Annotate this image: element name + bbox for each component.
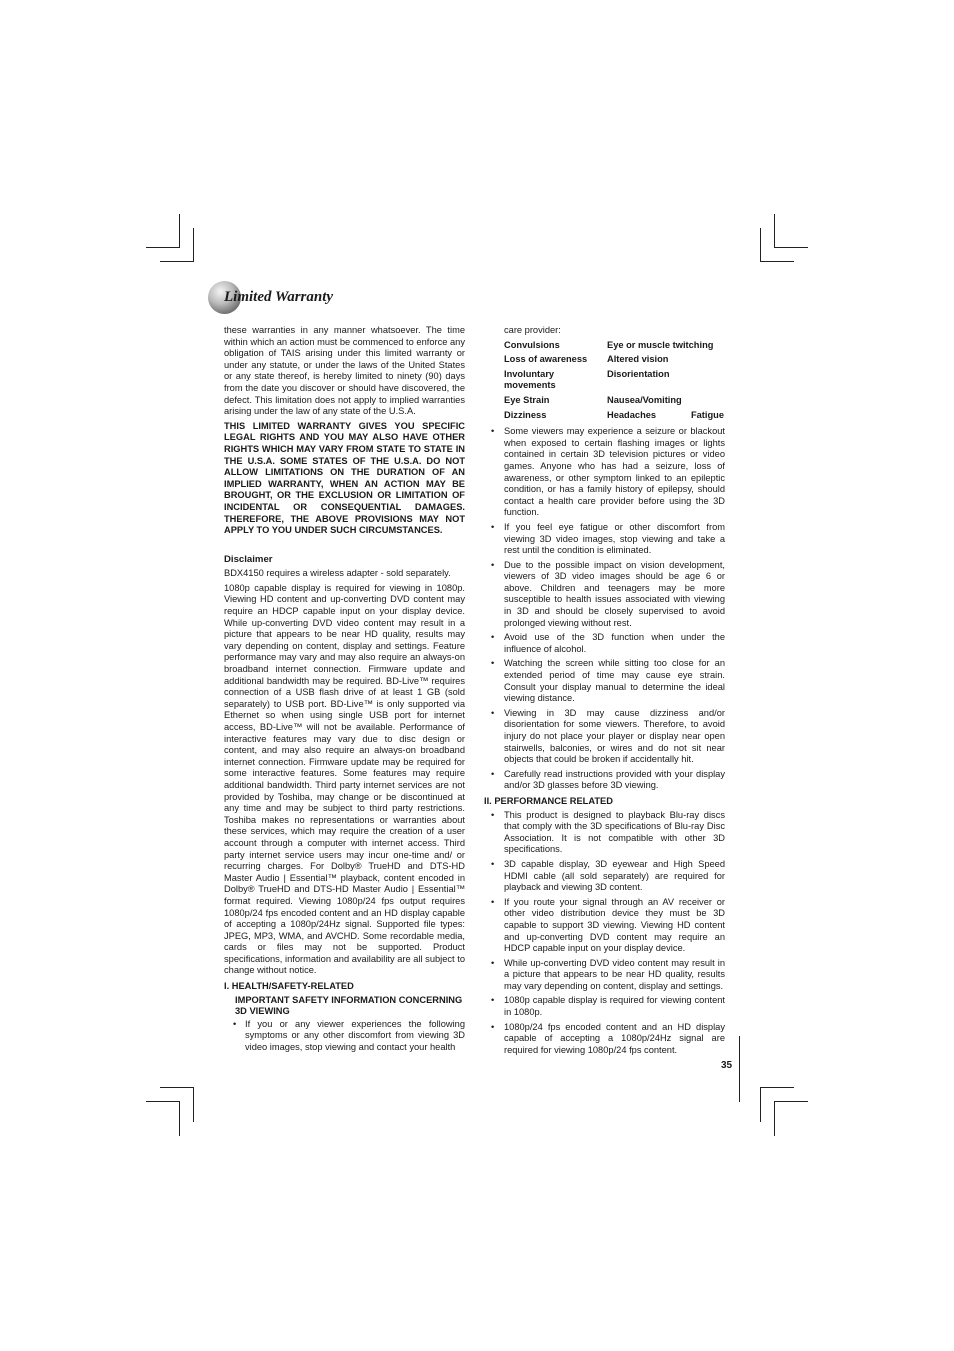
crop-mark [774,1102,775,1136]
symptom: Dizziness [504,409,547,420]
symptom: Fatigue [690,409,724,420]
list-item: • 1080p capable display is required for viewing content in 1080p. [491,995,725,1018]
crop-mark [760,1087,794,1088]
crop-mark [760,261,794,262]
subsection-3d-safety-heading: IMPORTANT SAFETY INFORMATION CONCERNING 3D VIEWING [235,994,463,1017]
list-item: • If you or any viewer experiences the following symptoms or any other discomfort from viewing 3D video images, stop viewing and contact your health [233,1018,465,1053]
list-item: • Avoid use of the 3D function when under the influence of alcohol. [491,632,725,654]
symptom: Eye or muscle twitching [607,339,714,350]
performance-bullet-list [484,810,725,1057]
crop-mark [179,214,180,248]
crop-mark [146,247,180,248]
list-item: • If you feel eye fatigue or other discomfort from viewing 3D video images, stop viewing and take a rest until the condition is eliminated. [491,521,725,556]
symptom: Loss of awareness [504,354,588,365]
left-column [224,325,465,1057]
warranty-rights-paragraph: THIS LIMITED WARRANTY GIVES YOU SPECIFIC LEGAL RIGHTS AND YOU MAY ALSO HAVE OTHER RIGHTS WHICH MAY VARY FROM STATE TO STATE IN THE U.S.A. SOME STATES OF THE U.S.A. DO NOT ALLOW LIMITATIONS ON THE DURATION OF AN IMPLIED WARRANTY, WHEN AN ACTION MAY BE BROUGHT, OR THE EXCLUSION OR LIMITATION OF INCIDENTAL OR CONSEQUENTIAL DAMAGES. THEREFORE, THE ABOVE PROVISIONS MAY NOT APPLY TO YOU UNDER SUCH CIRCUMSTANCES. [224,420,465,536]
crop-mark [179,1102,180,1136]
crop-mark [760,228,761,262]
safety-bullet-list [484,426,725,792]
crop-mark [160,261,194,262]
list-item: • Due to the possible impact on vision development, viewers of 3D video images should be age 6 or above. Children and teenagers may be more susceptible to health issues associated with viewing in 3D and should be closely supervised to avoid prolonged viewing without rest. [491,559,725,628]
crop-mark [160,1087,194,1088]
care-provider-text: care provider: [504,325,561,335]
symptom-table [504,340,725,422]
section-performance-heading: II. PERFORMANCE RELATED [484,795,613,806]
list-item: • Viewing in 3D may cause dizziness and/or disorientation for some viewers. Therefore, to avoid injury do not place your player or display near open stairwells, balconies, or wires and do not sit near objects that could be broken if accidentally hit. [491,707,725,765]
bullet-glyph: • [233,1018,237,1029]
symptom: Eye Strain [504,394,550,405]
disclaimer-line: BDX4150 requires a wireless adapter - sold separately. [224,568,451,579]
page-title: Limited Warranty [224,289,334,305]
list-item: • If you route your signal through an AV receiver or other video distribution device they must be 3D capable to support 3D viewing. Viewing HD content and up-converting DVD content may require an HDCP capable input on your display device. [491,896,725,954]
symptom: Convulsions [504,339,560,350]
disclaimer-paragraph: 1080p capable display is required for viewing in 1080p. Viewing HD content and up-converting DVD content may require an HDCP capable input on your display device. While up-converting DVD video content may result in a picture that appears to be near HD quality, results may vary depending on content, display and settings. Feature performance may vary and may also require an always-on broadband internet connection. Firmware update and additional bandwidth may be required. BD-Live™ requires connection of a USB flash drive of at least 1 GB (sold separately) to USB port. BD-Live™ is only supported via Ethernet so when using single USB port for internet access, BD-Live™ will not be available. Performance of interactive features may vary due to disc design or content, and may also require an always-on broadband internet connection. Firmware update may be required for some interactive features. Some features may require additional bandwidth. Third party internet services are not provided by Toshiba, may change or be discontinued at any time and may be subject to third party restrictions. Toshiba makes no representations or warranties about these services, which may require the creation of a user account through a computer with internet access. Third party internet service users may incur one-time and/ or recurring charges. For Dolby® TrueHD and DTS-HD Master Audio | Essential™ playback, content encoded in Dolby® TrueHD and DTS-HD Master Audio | Essential™ format required. Viewing 1080p/24 fps output requires 1080p/24 fps encoded content and an HD display capable of accepting a 1080p/24Hz signal. Supported file types: JPEG, MP3, WMA, and AVCHD. Some recordable media, cards or files may not be supported. Product specifications, information and availability are all subject to change without notice. [224,582,465,976]
list-item: • 1080p/24 fps encoded content and an HD display capable of accepting a 1080p/24Hz signal are required for viewing 1080p/24 fps content. [491,1021,725,1055]
health-bullet-list [224,1019,465,1054]
list-item: • Carefully read instructions provided with your display and/or 3D glasses before 3D viewing. [491,768,725,791]
disclaimer-heading: Disclaimer [224,553,273,565]
crop-mark [760,1088,761,1122]
page-edge-rule [739,1036,740,1102]
crop-mark [193,228,194,262]
symptom: Headaches [607,409,657,420]
crop-mark [774,1101,808,1102]
list-item: • 3D capable display, 3D eyewear and High Speed HDMI cable (all sold separately) are required for playback and viewing 3D content. [491,858,725,893]
crop-mark [193,1088,194,1122]
symptom: Altered vision [607,354,669,365]
list-item: • Watching the screen while sitting too close for an extended period of time may cause eye strain. Consult your display manual to determine the ideal viewing distance. [491,658,725,704]
crop-mark [146,1101,180,1102]
warranty-paragraph: these warranties in any manner whatsoever. The time within which an action must be commenced to enforce any obligation of TAIS arising under this limited warranty or under any statute, or under the laws of the United States or any state thereof, is hereby limited to ninety (90) days from the date you discover or should have discovered, the defect. This limitation does not apply to implied warranties arising under the law of any state of the U.S.A. [224,325,465,417]
crop-mark [774,214,775,248]
list-item: • This product is designed to playback Blu-ray discs that comply with the 3D specifications of Blu-ray Disc Association. It is not compatible with other 3D specifications. [491,809,725,855]
section-health-heading: I. HEALTH/SAFETY-RELATED [224,981,354,992]
symptom: Nausea/Vomiting [607,394,682,405]
right-column [484,325,725,1059]
symptom: Involuntary movements [504,368,556,391]
list-item: • Some viewers may experience a seizure or blackout when exposed to certain flashing images or lights contained in certain 3D television pictures or video games. Anyone who has had a seizure, loss of awareness, or other symptom linked to an epileptic condition, or has a family history of epilepsy, should contact a health care provider before using the 3D function. [491,426,725,518]
crop-mark [774,247,808,248]
list-item: • While up-converting DVD video content may result in a picture that appears to be near HD quality, results may vary depending on content, display and settings. [491,957,725,991]
page-number: 35 [721,1060,733,1071]
symptom: Disorientation [607,368,670,379]
